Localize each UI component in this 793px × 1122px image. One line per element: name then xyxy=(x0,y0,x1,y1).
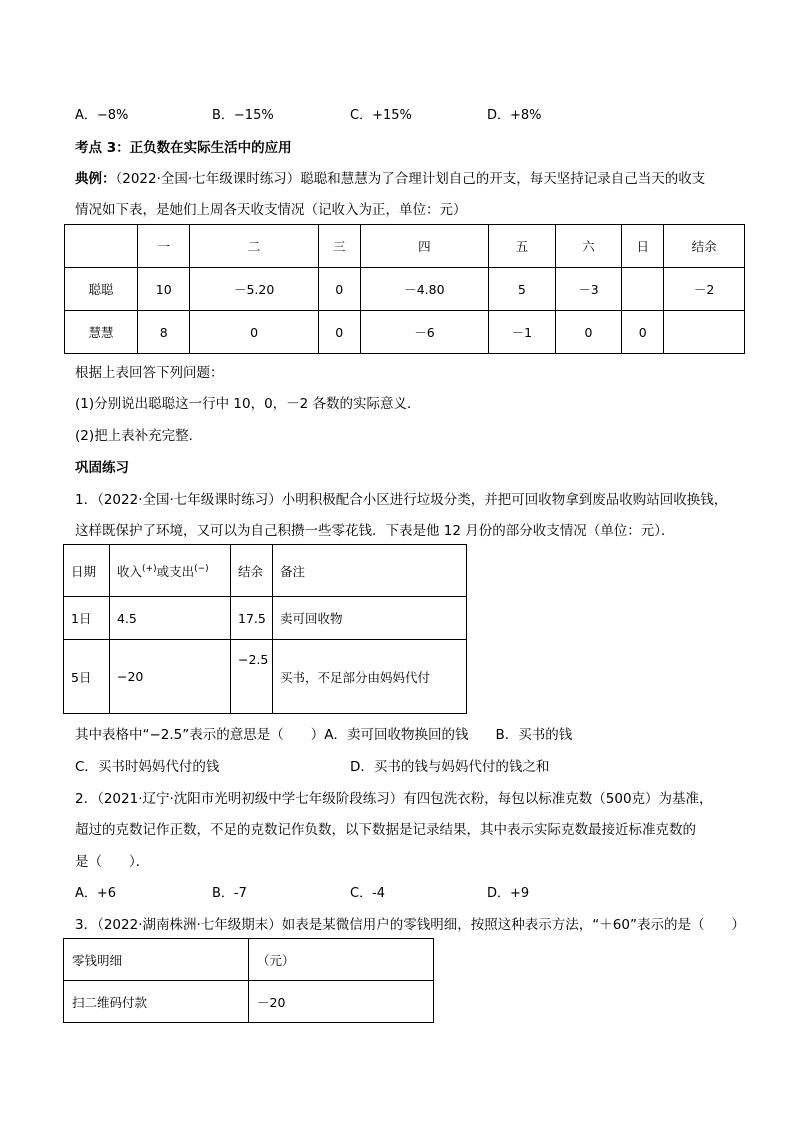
table-cell: 0 xyxy=(622,311,664,354)
table-cell: 买书，不足部分由妈妈代付 xyxy=(273,640,467,714)
option-a: A．−8% xyxy=(75,108,129,123)
option-d: D．+8% xyxy=(487,108,542,123)
table-cell: 5日 xyxy=(64,640,110,714)
practice-title: 巩固练习 xyxy=(75,460,129,476)
option-b: B．−15% xyxy=(212,108,274,123)
problem2-option-b: B．-7 xyxy=(212,886,247,901)
table-cell: 日 xyxy=(622,225,664,268)
example-label: 典例： xyxy=(75,171,116,187)
table-cell: 17.5 xyxy=(231,597,273,640)
table-cell: －4.80 xyxy=(360,268,488,311)
income-table xyxy=(64,224,745,354)
problem2-option-a: A．+6 xyxy=(75,886,117,901)
problem1-option-c: C．买书时妈妈代付的钱 xyxy=(75,759,220,775)
table-cell: －1 xyxy=(489,311,556,354)
table-cell: 0 xyxy=(555,311,622,354)
table-cell: 三 xyxy=(318,225,360,268)
table-cell: 聪聪 xyxy=(65,268,138,311)
table-row xyxy=(64,981,434,1023)
table-row xyxy=(65,311,745,354)
problem1-line-1: 1．（2022·全国·七年级课时练习）小明积极配合小区进行垃圾分类，并把可回收物拿到废品收购站回收换钱， xyxy=(75,492,728,508)
table-cell: 五 xyxy=(489,225,556,268)
problem2-option-c: C．-4 xyxy=(350,886,386,901)
option-c: C．+15% xyxy=(350,108,412,123)
section-title: 考点 3：正负数在实际生活中的应用 xyxy=(75,140,292,156)
table-cell: 六 xyxy=(555,225,622,268)
table-cell: （元） xyxy=(249,939,434,981)
table-cell: －20 xyxy=(249,981,434,1023)
table-row xyxy=(64,597,467,640)
table-cell xyxy=(664,311,745,354)
table-cell: 0 xyxy=(190,311,318,354)
example-line-1 xyxy=(75,167,705,187)
table-cell: 扫二维码付款 xyxy=(64,981,249,1023)
table-cell xyxy=(622,268,664,311)
table-cell: －2 xyxy=(664,268,745,311)
table-cell: －5.20 xyxy=(190,268,318,311)
table-cell: 0 xyxy=(318,311,360,354)
example-line-2: 情况如下表，是她们上周各天收支情况（记收入为正，单位：元） xyxy=(75,202,467,218)
header-income: 收入 xyxy=(117,563,143,579)
answer-prompt: 根据上表回答下列问题： xyxy=(75,365,224,381)
table-cell xyxy=(110,545,231,597)
table-header-row xyxy=(65,225,745,268)
table-cell: 慧慧 xyxy=(65,311,138,354)
header-or-expense: 或支出 xyxy=(156,563,195,579)
table-row xyxy=(65,268,745,311)
example-text: （2022·全国·七年级课时练习）聪聪和慧慧为了合理计划自己的开支，每天坚持记录自己当天的收支 xyxy=(115,171,706,187)
question-1: (1)分别说出聪聪这一行中 10，0，－2 各数的实际意义． xyxy=(75,396,421,412)
problem2-line-3: 是（ ）． xyxy=(75,854,150,870)
wechat-change-table xyxy=(63,938,434,1023)
table-cell: −2.5 xyxy=(231,640,273,714)
problem3-line-1: 3．（2022·湖南株洲·七年级期末）如表是某微信用户的零钱明细，按照这种表示方法，“＋60”表示的是（ ） xyxy=(75,917,745,933)
table-cell: 二 xyxy=(190,225,318,268)
table-cell: 卖可回收物 xyxy=(273,597,467,640)
table-cell xyxy=(65,225,138,268)
recycling-table xyxy=(63,544,467,714)
table-cell: 10 xyxy=(138,268,190,311)
problem1-option-d: D．买书的钱与妈妈代付的钱之和 xyxy=(350,759,550,775)
table-cell: 1日 xyxy=(64,597,110,640)
table-cell: 零钱明细 xyxy=(64,939,249,981)
minus-sign: (−) xyxy=(194,563,209,574)
table-cell: 5 xyxy=(489,268,556,311)
problem1-line-2: 这样既保护了环境，又可以为自己积攒一些零花钱．下表是他 12 月份的部分收支情况（单位：元）． xyxy=(75,523,675,539)
table-row xyxy=(64,939,434,981)
problem2-option-d: D．+9 xyxy=(487,886,530,901)
table-header-row xyxy=(64,545,467,597)
table-cell: 8 xyxy=(138,311,190,354)
table-cell: 备注 xyxy=(273,545,467,597)
table-cell: 0 xyxy=(318,268,360,311)
table-cell: 一 xyxy=(138,225,190,268)
table-cell: 结余 xyxy=(664,225,745,268)
table-cell: 4.5 xyxy=(110,597,231,640)
problem2-line-2: 超过的克数记作正数，不足的克数记作负数，以下数据是记录结果，其中表示实际克数最接近标准克数的 xyxy=(75,822,696,838)
problem2-line-1: 2．（2021·辽宁·沈阳市光明初级中学七年级阶段练习）有四包洗衣粉，每包以标准克数（500克）为基准， xyxy=(75,791,713,807)
table-cell: 日期 xyxy=(64,545,110,597)
table-cell: －3 xyxy=(555,268,622,311)
table-cell: 四 xyxy=(360,225,488,268)
table-cell: −20 xyxy=(110,640,231,714)
table-row xyxy=(64,640,467,714)
table-cell: －6 xyxy=(360,311,488,354)
table-cell: 结余 xyxy=(231,545,273,597)
plus-sign: (+) xyxy=(142,563,157,574)
question-2: (2)把上表补充完整． xyxy=(75,428,203,444)
problem1-question: 其中表格中“−2.5”表示的意思是（ ）A．卖可回收物换回的钱 B．买书的钱 xyxy=(75,727,573,743)
